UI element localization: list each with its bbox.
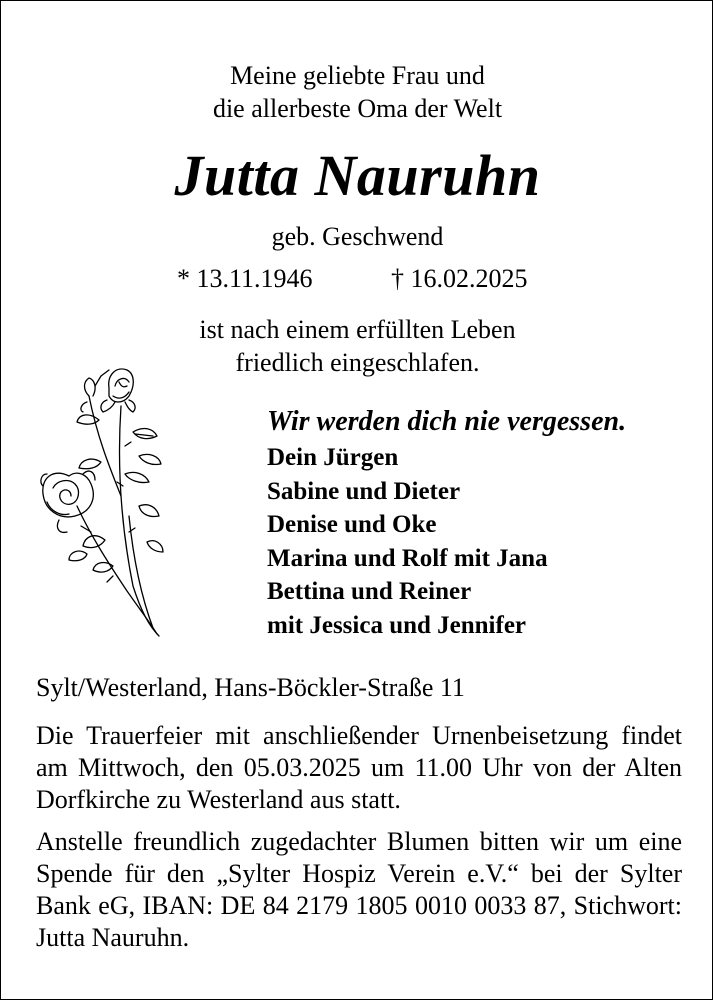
ceremony-paragraph: Die Trauerfeier mit anschließender Urnenbeisetzung findet am Mittwoch, den 05.03.2025 um 11.00 Uhr von der Alten Dorfkirche zu Westerland aus statt. <box>36 721 682 814</box>
mourners-list <box>267 441 548 643</box>
mourner-item: Marina und Rolf mit Jana <box>267 544 548 572</box>
passing-line-1: ist nach einem erfüllten Leben <box>199 315 516 344</box>
motto-text: Wir werden dich nie vergessen. <box>267 406 627 437</box>
death-date: † 16.02.2025 <box>391 264 528 293</box>
mourner-item: mit Jessica und Jennifer <box>267 611 527 639</box>
mourner-item: Dein Jürgen <box>267 444 399 471</box>
address-line: Sylt/Westerland, Hans-Böckler-Straße 11 <box>36 673 465 702</box>
mourner-item: Sabine und Dieter <box>267 477 461 505</box>
maiden-name: geb. Geschwend <box>271 222 444 251</box>
intro-line-2: die allerbeste Oma der Welt <box>212 94 503 123</box>
intro-text <box>1 59 713 125</box>
mourner-item: Bettina und Reiner <box>267 578 472 606</box>
passing-line-2: friedlich eingeschlafen. <box>235 348 480 377</box>
donation-paragraph: Anstelle freundlich zugedachter Blumen bitten wir um eine Spende für den „Sylter Hospiz Verein e.V.“ bei der Sylter Bank eG, IBAN: DE 84 2179 1805 0010 0033 87, Stichwort: Jutta Nauruhn. <box>36 827 682 952</box>
rose-drawing-icon <box>29 356 169 646</box>
birth-date: * 13.11.1946 <box>177 264 313 293</box>
deceased-name: Jutta Nauruhn <box>174 143 541 208</box>
mourner-item: Denise und Oke <box>267 511 437 539</box>
intro-line-1: Meine geliebte Frau und <box>230 61 485 90</box>
